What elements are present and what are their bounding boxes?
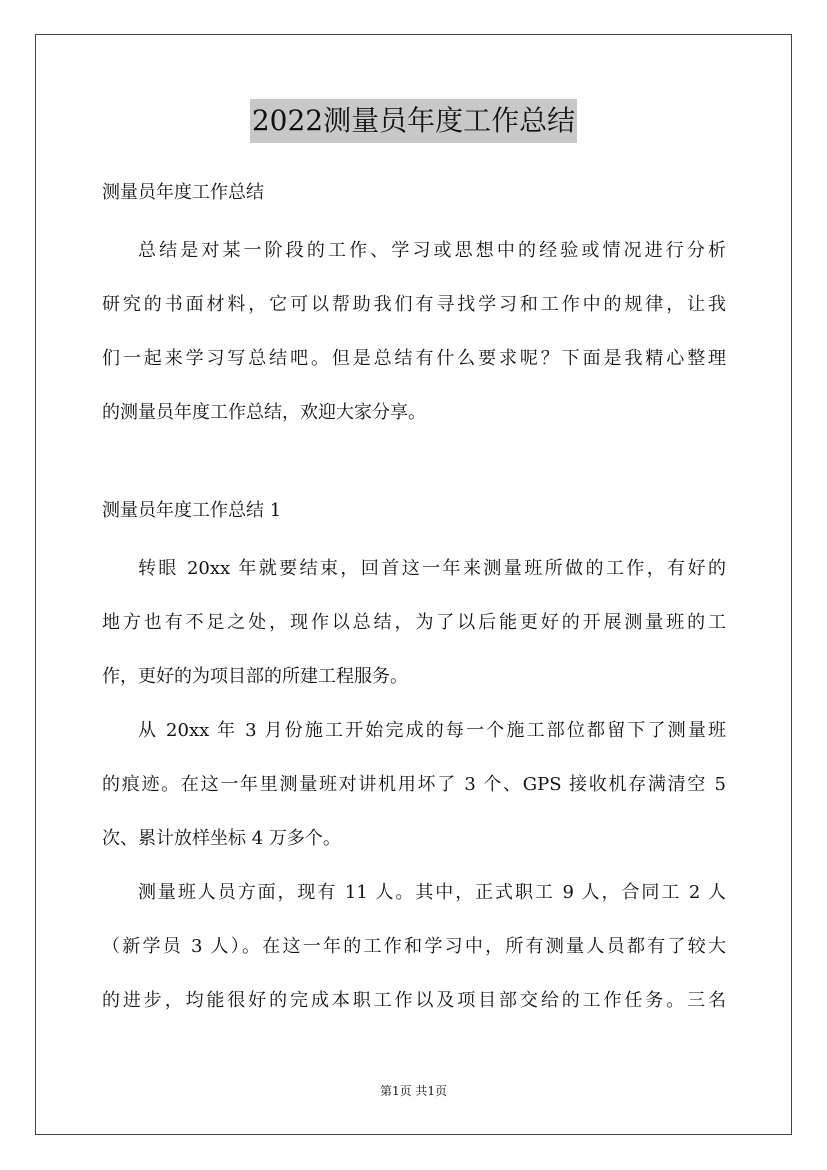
paragraph-1 xyxy=(102,542,726,704)
paragraph-2 xyxy=(102,704,726,866)
intro-line: 的测量员年度工作总结，欢迎大家分享。 xyxy=(102,402,426,423)
document-body xyxy=(102,174,726,1028)
paragraph-line: 的痕迹。在这一年里测量班对讲机用坏了 3 个、GPS 接收机存满清空 5 xyxy=(102,774,726,795)
paragraph-line: 次、累计放样坐标 4 万多个。 xyxy=(102,828,341,849)
document-title: 2022测量员年度工作总结 xyxy=(250,99,577,143)
paragraph-line: 从 20xx 年 3 月份施工开始完成的每一个施工部位都留下了测量班 xyxy=(138,720,726,741)
intro-paragraph xyxy=(102,224,726,440)
subtitle: 测量员年度工作总结 xyxy=(102,182,264,203)
title-wrap xyxy=(0,99,827,143)
paragraph-line: 转眼 20xx 年就要结束，回首这一年来测量班所做的工作，有好的 xyxy=(138,558,726,579)
paragraph-line: 作，更好的为项目部的所建工程服务。 xyxy=(102,666,408,687)
page-footer: 第1页 共1页 xyxy=(379,1084,448,1098)
paragraph-3 xyxy=(102,866,726,1028)
paragraph-line: 的进步，均能很好的完成本职工作以及项目部交给的工作任务。三名 xyxy=(102,990,726,1011)
paragraph-line: （新学员 3 人）。在这一年的工作和学习中，所有测量人员都有了较大 xyxy=(102,936,726,957)
intro-line: 研究的书面材料，它可以帮助我们有寻找学习和工作中的规律，让我 xyxy=(102,294,726,315)
paragraph-line: 地方也有不足之处，现作以总结，为了以后能更好的开展测量班的工 xyxy=(102,612,726,633)
section-heading: 测量员年度工作总结 1 xyxy=(102,500,282,521)
intro-line: 总结是对某一阶段的工作、学习或思想中的经验或情况进行分析 xyxy=(138,240,726,261)
paragraph-line: 测量班人员方面，现有 11 人。其中，正式职工 9 人，合同工 2 人 xyxy=(138,882,726,903)
section-gap xyxy=(102,440,726,492)
intro-line: 们一起来学习写总结吧。但是总结有什么要求呢？下面是我精心整理 xyxy=(102,348,726,369)
